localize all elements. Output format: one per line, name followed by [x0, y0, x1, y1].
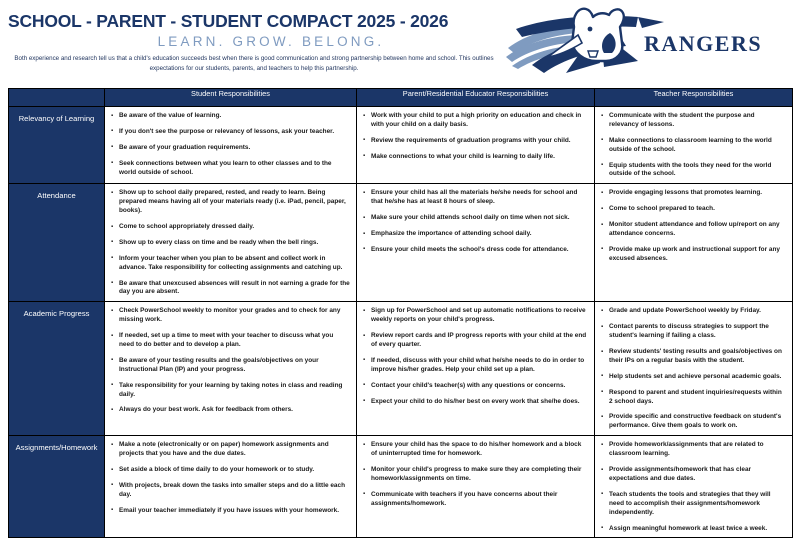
bullet-item: ▪ Provide engaging lessons that promotes learning. — [601, 189, 786, 198]
bullet-item: ▪ Be aware of your testing results and the goals/objectives on your Instructional Plan (IP) and your progress. — [111, 357, 350, 375]
table-head — [9, 89, 793, 107]
table-header-row — [9, 89, 793, 107]
bullet-list-student — [111, 441, 350, 515]
row-label-2: Academic Progress — [9, 302, 105, 436]
bullet-item: ▪ Sign up for PowerSchool and set up automatic notifications to receive weekly reports on your child's progress. — [363, 307, 588, 325]
bullet-item: ▪ Provide make up work and instructional support for any excused absences. — [601, 246, 786, 264]
bullet-item: ▪ Respond to parent and student inquiries/requests within 2 school days. — [601, 389, 786, 407]
table-row — [9, 184, 793, 302]
cell-teacher-1 — [595, 184, 793, 302]
bullet-item: ▪ Expect your child to do his/her best on every work that she/he does. — [363, 398, 588, 407]
bullet-item: ▪ Come to school appropriately dressed daily. — [111, 223, 350, 232]
column-header-teacher: Teacher Responsibilities — [595, 89, 793, 107]
bullet-item: ▪ Make sure your child attends school daily on time when not sick. — [363, 214, 588, 223]
intro-paragraph: Both experience and research tell us that a child's education succeeds best when there is good communication and strong partnership between home and school. This outlines expectations for our students, parents, and teachers to help this partnership. — [14, 55, 494, 72]
bullet-list-parent — [363, 307, 588, 406]
bullet-item: ▪ Work with your child to put a high priority on education and check in with your child on a daily basis. — [363, 112, 588, 130]
bullet-item: ▪ Inform your teacher when you plan to be absent and collect work in advance. Take responsibility for collecting assignments and catching up. — [111, 255, 350, 273]
bullet-item: ▪ Provide assignments/homework that has clear expectations and due dates. — [601, 466, 786, 484]
column-header-blank — [9, 89, 105, 107]
bullet-item: ▪ Communicate with the student the purpose and relevancy of lessons. — [601, 112, 786, 130]
bullet-item: ▪ Be aware of the value of learning. — [111, 112, 350, 121]
bullet-item: ▪ Ensure your child has all the materials he/she needs for school and that he/she has at least 8 hours of sleep. — [363, 189, 588, 207]
compact-responsibilities-table — [8, 88, 793, 538]
bullet-item: ▪ Make a note (electronically or on paper) homework assignments and projects that you have and the due dates. — [111, 441, 350, 459]
cell-student-3 — [105, 436, 357, 538]
bullet-item: ▪ Come to school prepared to teach. — [601, 205, 786, 214]
bullet-item: ▪ Emphasize the importance of attending school daily. — [363, 230, 588, 239]
bullet-list-student — [111, 307, 350, 415]
cell-student-1 — [105, 184, 357, 302]
bullet-item: ▪ Monitor student attendance and follow up/report on any attendance concerns. — [601, 221, 786, 239]
bullet-item: ▪ Show up to every class on time and be ready when the bell rings. — [111, 239, 350, 248]
bullet-item: ▪ Seek connections between what you learn to other classes and to the world outside of school. — [111, 160, 350, 178]
cell-student-2 — [105, 302, 357, 436]
bullet-item: ▪ With projects, break down the tasks into smaller steps and do a little each day. — [111, 482, 350, 500]
bullet-item: ▪ Be aware of your graduation requirements. — [111, 144, 350, 153]
bullet-item: ▪ Contact your child's teacher(s) with any questions or concerns. — [363, 382, 588, 391]
row-label-3: Assignments/Homework — [9, 436, 105, 538]
bullet-item: ▪ Review report cards and IP progress reports with your child at the end of every quarter. — [363, 332, 588, 350]
row-label-1: Attendance — [9, 184, 105, 302]
logo-wordmark: RANGERS — [644, 31, 763, 56]
bullet-list-parent — [363, 112, 588, 162]
cell-parent-0 — [357, 107, 595, 184]
bullet-item: ▪ Email your teacher immediately if you have issues with your homework. — [111, 507, 350, 516]
bullet-item: ▪ Set aside a block of time daily to do your homework or to study. — [111, 466, 350, 475]
rangers-logo-mark — [492, 3, 788, 79]
bullet-item: ▪ Provide homework/assignments that are related to classroom learning. — [601, 441, 786, 459]
table-row — [9, 302, 793, 436]
bullet-item: ▪ If needed, discuss with your child what he/she needs to do in order to improve his/her grades. Help your child set up a plan. — [363, 357, 588, 375]
bullet-item: ▪ Review the requirements of graduation programs with your child. — [363, 137, 588, 146]
table-body — [9, 107, 793, 538]
bullet-list-parent — [363, 441, 588, 508]
bullet-item: ▪ Assign meaningful homework at least twice a week. — [601, 525, 786, 534]
bullet-item: ▪ Show up to school daily prepared, rested, and ready to learn. Being prepared means having all of your materials ready (i.e. iPad, pencil, paper, books). — [111, 189, 350, 216]
bullet-item: ▪ Be aware that unexcused absences will result in not earning a grade for the day you are absent. — [111, 280, 350, 298]
bullet-item: ▪ Teach students the tools and strategies that they will need to accomplish their assignments/homework independently. — [601, 491, 786, 518]
bullet-list-teacher — [601, 307, 786, 431]
bullet-item: ▪ If you don't see the purpose or relevancy of lessons, ask your teacher. — [111, 128, 350, 137]
page-title: SCHOOL - PARENT - STUDENT COMPACT 2025 - 2026 — [8, 11, 449, 31]
bullet-list-parent — [363, 189, 588, 254]
cell-parent-1 — [357, 184, 595, 302]
bullet-item: ▪ Review students' testing results and goals/objectives on their IPs on a regular basis with the student. — [601, 348, 786, 366]
tagline: LEARN. GROW. BELONG. — [157, 34, 385, 50]
bullet-item: ▪ Always do your best work. Ask for feedback from others. — [111, 406, 350, 415]
bullet-item: ▪ Help students set and achieve personal academic goals. — [601, 373, 786, 382]
document-header — [0, 0, 800, 86]
cell-parent-3 — [357, 436, 595, 538]
bullet-list-teacher — [601, 112, 786, 179]
bullet-item: ▪ Take responsibility for your learning by taking notes in class and reading daily. — [111, 382, 350, 400]
cell-teacher-3 — [595, 436, 793, 538]
bullet-item: ▪ If needed, set up a time to meet with your teacher to discuss what you need to do better and to develop a plan. — [111, 332, 350, 350]
cell-teacher-2 — [595, 302, 793, 436]
bullet-item: ▪ Make connections to classroom learning to the world outside of the school. — [601, 137, 786, 155]
cell-teacher-0 — [595, 107, 793, 184]
header-text-block — [8, 12, 500, 74]
bullet-list-student — [111, 112, 350, 177]
bullet-item: ▪ Contact parents to discuss strategies to support the student's learning if failing a class. — [601, 323, 786, 341]
bullet-item: ▪ Monitor your child's progress to make sure they are completing their homework/assignments on time. — [363, 466, 588, 484]
table-row — [9, 436, 793, 538]
bullet-item: ▪ Check PowerSchool weekly to monitor your grades and to check for any missing work. — [111, 307, 350, 325]
bullet-item: ▪ Grade and update PowerSchool weekly by Friday. — [601, 307, 786, 316]
cell-student-0 — [105, 107, 357, 184]
column-header-parent: Parent/Residential Educator Responsibilities — [357, 89, 595, 107]
bullet-item: ▪ Communicate with teachers if you have concerns about their assignments/homework. — [363, 491, 588, 509]
bullet-item: ▪ Ensure your child has the space to do his/her homework and a block of uninterrupted time for homework. — [363, 441, 588, 459]
bullet-item: ▪ Ensure your child meets the school's dress code for attendance. — [363, 246, 588, 255]
table-row — [9, 107, 793, 184]
bullet-list-teacher — [601, 189, 786, 263]
bullet-item: ▪ Equip students with the tools they need for the world outside of the school. — [601, 162, 786, 180]
bullet-item: ▪ Provide specific and constructive feedback on student's performance. Give them goals to work on. — [601, 413, 786, 431]
cell-parent-2 — [357, 302, 595, 436]
bullet-list-student — [111, 189, 350, 297]
bullet-item: ▪ Make connections to what your child is learning to daily life. — [363, 153, 588, 162]
rangers-logo — [492, 3, 788, 79]
column-header-student: Student Responsibilities — [105, 89, 357, 107]
row-label-0: Relevancy of Learning — [9, 107, 105, 184]
bullet-list-teacher — [601, 441, 786, 533]
